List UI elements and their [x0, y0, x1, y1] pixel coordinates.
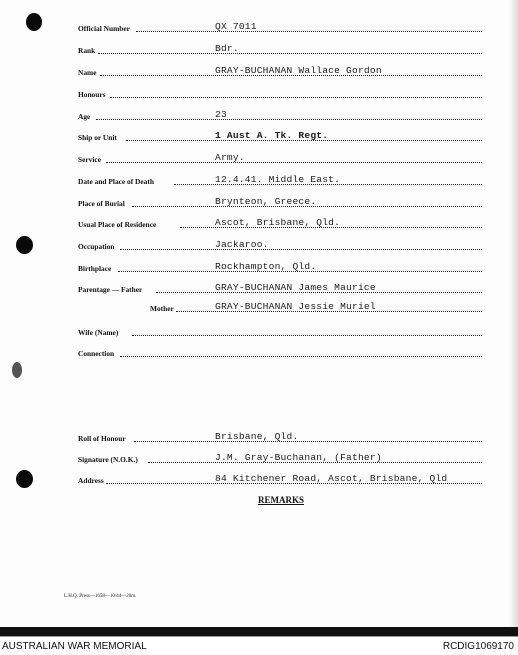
punch-hole-upper — [16, 236, 33, 254]
field-value: Bdr. — [215, 43, 239, 54]
field-wife — [78, 324, 482, 338]
field-label: Official Number — [78, 24, 130, 33]
field-parentage-mother — [78, 300, 482, 314]
field-official-number — [78, 20, 482, 34]
field-usual-residence — [78, 216, 482, 230]
field-value: GRAY-BUCHANAN James Maurice — [215, 282, 376, 293]
field-value: Ascot, Brisbane, Qld. — [215, 217, 341, 228]
footer-record-id: RCDIG1069170 — [442, 641, 514, 652]
field-label: Age — [78, 112, 91, 121]
dotted-line — [136, 31, 482, 32]
field-value: J.M. Gray-Buchanan, (Father) — [215, 452, 382, 463]
field-value: 1 Aust A. Tk. Regt. — [215, 130, 329, 141]
field-label: Honours — [78, 90, 106, 99]
field-rank — [78, 42, 482, 56]
field-value: GRAY-BUCHANAN Jessie Muriel — [215, 301, 376, 312]
page-edge-shadow — [508, 0, 518, 627]
field-place-of-burial — [78, 195, 482, 209]
footer-institution: AUSTRALIAN WAR MEMORIAL — [2, 641, 147, 652]
punch-hole-middle — [12, 362, 22, 378]
dotted-line — [110, 97, 482, 98]
dotted-line — [96, 119, 482, 120]
dotted-line — [120, 356, 482, 357]
field-age — [78, 108, 482, 122]
dotted-line — [106, 162, 482, 163]
field-label: Mother — [150, 304, 174, 313]
archive-footer — [0, 636, 518, 655]
field-label: Signature (N.O.K.) — [78, 455, 138, 464]
field-date-place-of-death — [78, 173, 482, 187]
field-value: Brisbane, Qld. — [215, 431, 299, 442]
field-label: Parentage — Father — [78, 285, 143, 294]
field-label: Address — [78, 476, 104, 485]
field-label: Date and Place of Death — [78, 177, 154, 186]
form-number: L.H.Q. Press—1658—10/44—20m. — [64, 594, 137, 599]
field-value: Jackaroo. — [215, 239, 269, 250]
dotted-line — [132, 335, 482, 336]
field-label: Connection — [78, 349, 115, 358]
field-service — [78, 151, 482, 165]
field-birthplace — [78, 260, 482, 274]
field-connection — [78, 345, 482, 359]
field-label: Occupation — [78, 242, 115, 251]
field-address — [78, 472, 482, 486]
field-value: QX 7011 — [215, 21, 257, 32]
field-value: 23 — [215, 109, 227, 120]
field-ship-or-unit — [78, 129, 482, 143]
field-name — [78, 64, 482, 78]
punch-hole-lower — [16, 470, 33, 488]
field-label: Service — [78, 155, 101, 164]
field-value: GRAY-BUCHANAN Wallace Gordon — [215, 65, 382, 76]
field-label: Wife (Name) — [78, 328, 119, 337]
field-value: Rockhampton, Qld. — [215, 261, 317, 272]
field-value: Army. — [215, 152, 245, 163]
field-label: Name — [78, 68, 97, 77]
dotted-line — [134, 441, 482, 442]
dotted-line — [120, 249, 482, 250]
field-label: Ship or Unit — [78, 133, 117, 142]
field-occupation — [78, 238, 482, 252]
field-label: Roll of Honour — [78, 434, 126, 443]
field-honours — [78, 86, 482, 100]
field-label: Usual Place of Residence — [78, 220, 157, 229]
field-roll-of-honour — [78, 430, 482, 444]
field-value: 12.4.41. Middle East. — [215, 174, 341, 185]
field-value: Brynteon, Greece. — [215, 196, 317, 207]
dotted-line — [98, 53, 482, 54]
field-label: Place of Burial — [78, 199, 125, 208]
field-value: 84 Kitchener Road, Ascot, Brisbane, Qld — [215, 473, 448, 484]
remarks-heading: REMARKS — [258, 495, 305, 505]
field-label: Rank — [78, 46, 96, 55]
punch-hole-top — [26, 13, 42, 31]
field-parentage-father — [78, 281, 482, 295]
scan-bottom-edge — [0, 627, 518, 636]
field-label: Birthplace — [78, 264, 112, 273]
field-signature-nok — [78, 451, 482, 465]
